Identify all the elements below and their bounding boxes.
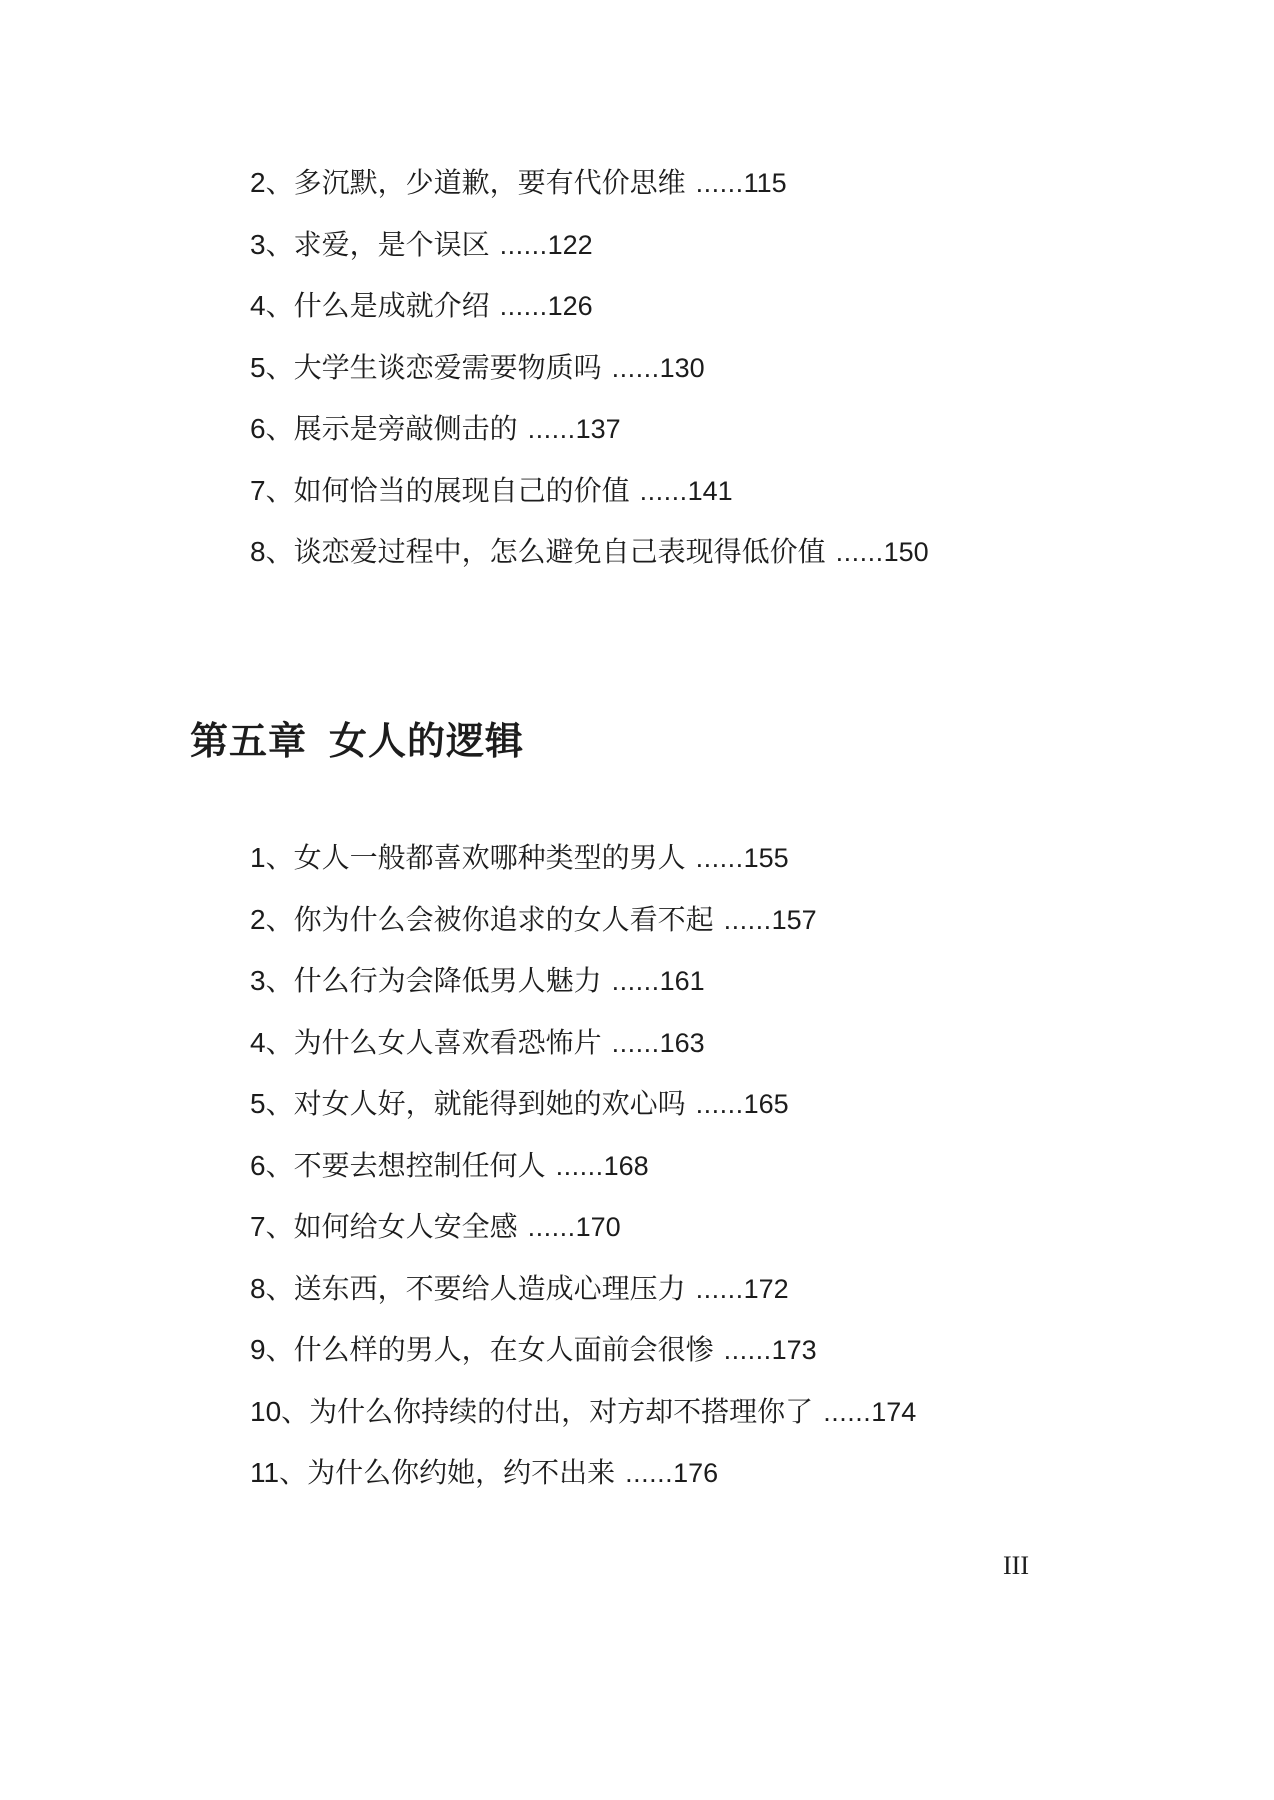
entry-number: 9	[250, 1334, 266, 1365]
entry-number: 4	[250, 290, 266, 321]
entry-title: 什么行为会降低男人魅力	[293, 964, 602, 997]
entry-separator: 、	[265, 1210, 294, 1243]
entry-leader-dots: ......	[695, 843, 744, 873]
entry-leader-dots: ......	[639, 475, 688, 506]
entry-number: 6	[250, 413, 266, 444]
entry-leader-dots: ......	[499, 291, 548, 321]
entry-leader-dots: ......	[723, 904, 772, 935]
entry-number: 2	[250, 167, 266, 198]
entry-page-number: 172	[743, 1273, 789, 1304]
entry-number: 6	[250, 1149, 266, 1181]
entry-page-number: 126	[547, 291, 593, 321]
entry-separator: 、	[265, 412, 294, 445]
entry-title: 谈恋爱过程中，怎么避免自己表现得低价值	[293, 535, 826, 568]
toc-entry	[250, 1012, 916, 1074]
entry-number: 7	[250, 1211, 266, 1242]
entry-leader-dots: ......	[695, 1089, 744, 1119]
chapter-title: 女人的逻辑	[329, 718, 525, 763]
entry-number: 8	[250, 1272, 266, 1304]
entry-number: 2	[250, 903, 266, 935]
chapter-heading	[190, 710, 524, 765]
toc-entry	[250, 398, 929, 460]
toc-entry	[250, 1196, 916, 1258]
entry-leader-dots: ......	[695, 168, 744, 198]
entry-number: 8	[250, 536, 266, 567]
entry-number: 5	[250, 1088, 266, 1119]
entry-title: 求爱，是个误区	[293, 227, 490, 261]
entry-leader-dots: ......	[555, 1150, 604, 1181]
entry-separator: 、	[265, 1148, 294, 1182]
entry-leader-dots: ......	[527, 414, 576, 444]
entry-page-number: 150	[883, 537, 929, 567]
entry-title: 不要去想控制任何人	[293, 1148, 546, 1182]
entry-title: 为什么女人喜欢看恐怖片	[293, 1025, 602, 1059]
entry-page-number: 176	[673, 1458, 719, 1488]
entry-separator: 、	[265, 166, 294, 199]
entry-title: 送东西，不要给人造成心理压力	[293, 1271, 686, 1305]
entry-separator: 、	[265, 902, 294, 936]
entry-page-number: 170	[575, 1212, 621, 1242]
entry-page-number: 115	[743, 168, 787, 198]
toc-entry	[250, 521, 929, 583]
entry-title: 展示是旁敲侧击的	[293, 412, 518, 445]
entry-number: 11	[250, 1457, 280, 1488]
entry-page-number: 155	[743, 843, 789, 873]
entry-separator: 、	[265, 964, 294, 997]
entry-separator: 、	[265, 473, 294, 507]
entry-title: 对女人好，就能得到她的欢心吗	[293, 1087, 686, 1120]
entry-separator: 、	[281, 1394, 310, 1428]
entry-page-number: 165	[743, 1089, 789, 1119]
toc-entry	[250, 1258, 916, 1320]
entry-page-number: 173	[771, 1335, 817, 1365]
entry-leader-dots: ......	[695, 1273, 744, 1304]
toc-entry	[250, 889, 916, 951]
entry-title: 为什么你持续的付出，对方却不搭理你了	[309, 1394, 814, 1428]
entry-page-number: 163	[659, 1027, 705, 1058]
entry-separator: 、	[265, 1087, 294, 1120]
entry-leader-dots: ......	[835, 537, 884, 567]
toc-entry	[250, 152, 929, 214]
entry-number: 3	[250, 228, 266, 260]
entry-title: 什么是成就介绍	[293, 289, 490, 322]
entry-separator: 、	[265, 289, 294, 322]
entry-page-number: 168	[603, 1150, 649, 1181]
entry-leader-dots: ......	[611, 966, 660, 996]
toc-entry	[250, 337, 929, 399]
toc-entry	[250, 460, 929, 522]
entry-leader-dots: ......	[723, 1335, 772, 1365]
entry-title: 如何给女人安全感	[293, 1210, 518, 1243]
toc-entry	[250, 1073, 916, 1135]
toc-entry	[250, 1135, 916, 1197]
page-number: III	[1003, 1551, 1029, 1580]
entry-leader-dots: ......	[611, 1027, 660, 1058]
chapter-label: 第五章	[190, 718, 308, 763]
entry-title: 多沉默，少道歉，要有代价思维	[293, 166, 686, 199]
entry-title: 为什么你约她，约不出来	[307, 1456, 616, 1489]
entry-title: 大学生谈恋爱需要物质吗	[293, 350, 602, 384]
toc-entry	[250, 827, 916, 889]
entry-leader-dots: ......	[625, 1458, 674, 1488]
entry-number: 3	[250, 965, 266, 996]
entry-page-number: 161	[659, 966, 705, 996]
entry-page-number: 174	[871, 1396, 917, 1427]
toc-list-section-a	[250, 152, 929, 583]
entry-separator: 、	[265, 227, 294, 261]
entry-leader-dots: ......	[527, 1212, 576, 1242]
toc-entry	[250, 1381, 916, 1443]
entry-separator: 、	[265, 1333, 294, 1366]
entry-separator: 、	[265, 535, 294, 568]
entry-page-number: 137	[575, 414, 621, 444]
entry-leader-dots: ......	[611, 352, 660, 383]
entry-page-number: 130	[659, 352, 705, 383]
entry-title: 女人一般都喜欢哪种类型的男人	[293, 841, 686, 874]
entry-separator: 、	[265, 1025, 294, 1059]
entry-page-number: 157	[771, 904, 817, 935]
entry-title: 如何恰当的展现自己的价值	[293, 473, 630, 507]
entry-page-number: 122	[547, 229, 593, 260]
toc-list-chapter-5	[250, 827, 916, 1504]
entry-leader-dots: ......	[823, 1396, 872, 1427]
entry-number: 1	[250, 842, 266, 873]
entry-separator: 、	[265, 841, 294, 874]
entry-separator: 、	[279, 1456, 308, 1489]
entry-separator: 、	[265, 350, 294, 384]
toc-entry	[250, 950, 916, 1012]
entry-title: 什么样的男人，在女人面前会很惨	[293, 1333, 714, 1366]
toc-entry	[250, 275, 929, 337]
entry-number: 5	[250, 351, 266, 383]
entry-title: 你为什么会被你追求的女人看不起	[293, 902, 714, 936]
toc-entry	[250, 1319, 916, 1381]
entry-separator: 、	[265, 1271, 294, 1305]
toc-entry	[250, 214, 929, 276]
entry-leader-dots: ......	[499, 229, 548, 260]
entry-number: 4	[250, 1026, 266, 1058]
entry-number: 10	[250, 1395, 282, 1427]
entry-number: 7	[250, 474, 266, 506]
toc-entry	[250, 1442, 916, 1504]
entry-page-number: 141	[687, 475, 733, 506]
